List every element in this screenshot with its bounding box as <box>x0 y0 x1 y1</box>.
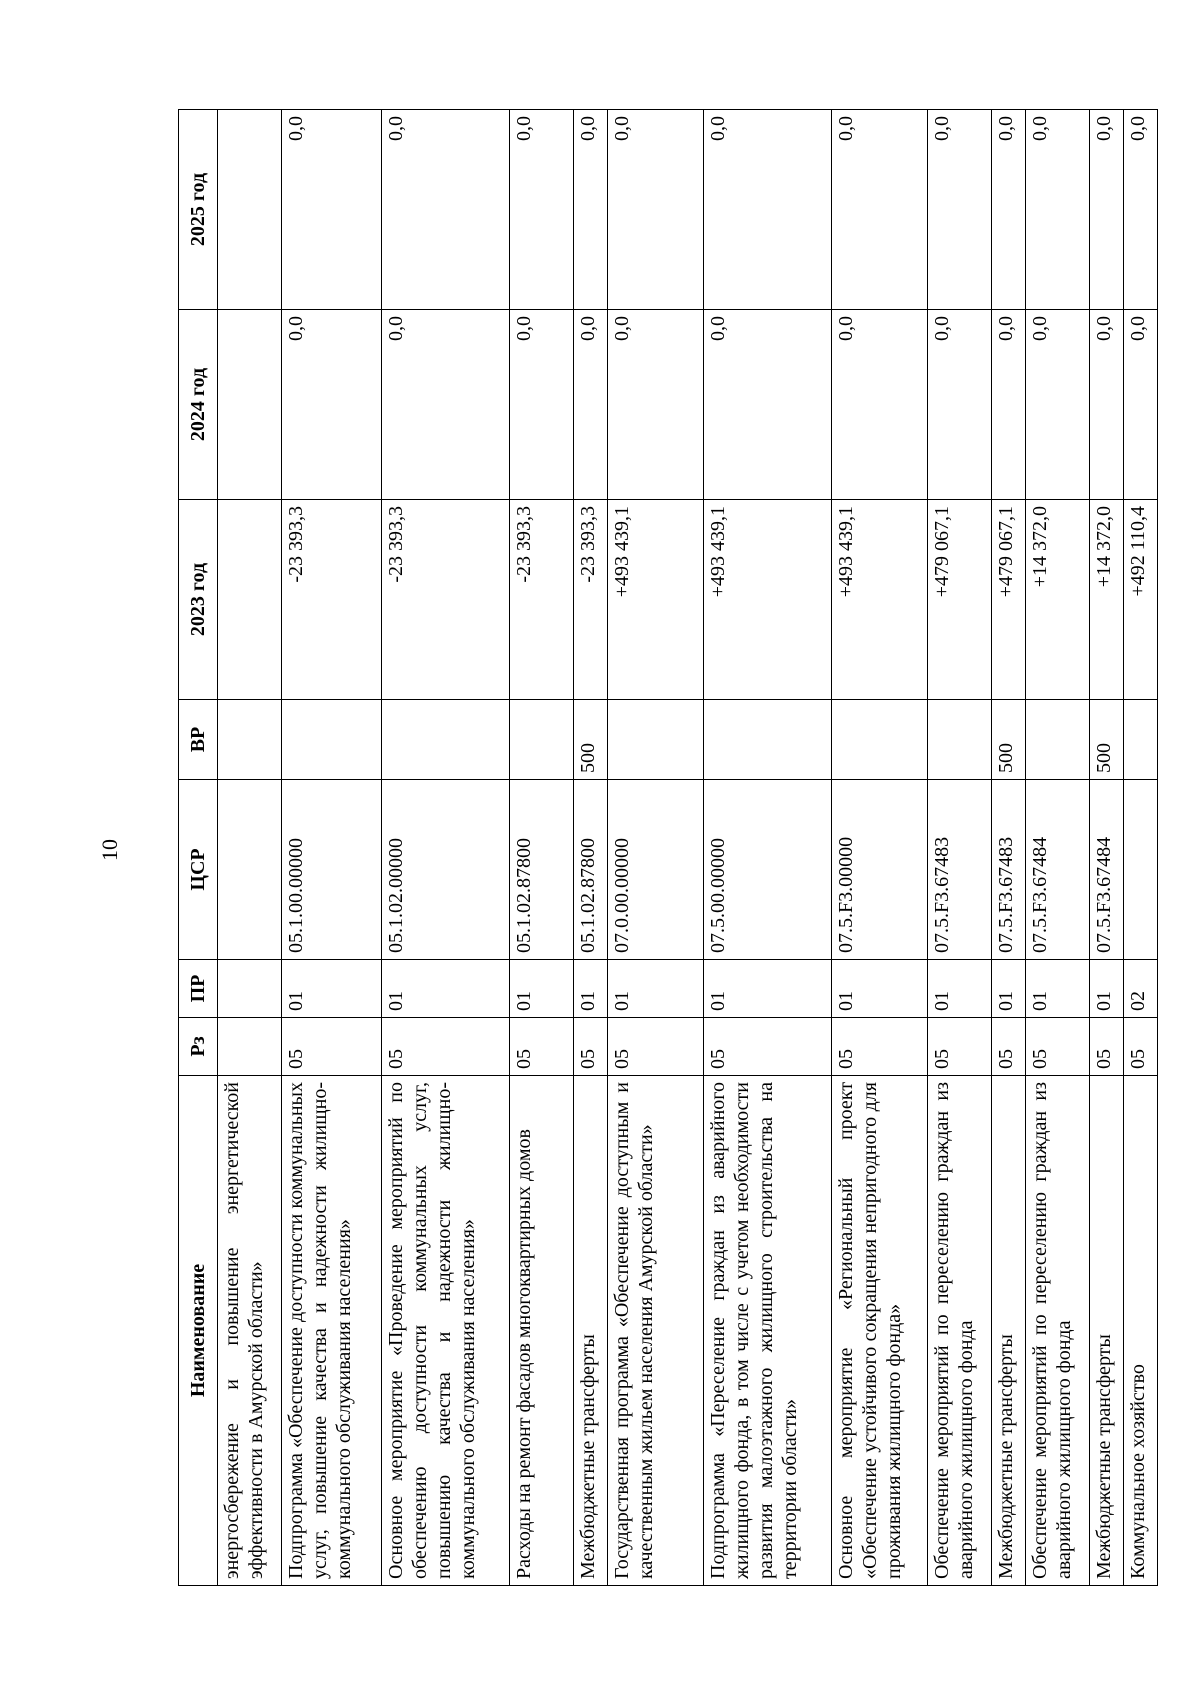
cell-pr: 02 <box>1124 960 1158 1018</box>
cell-2025 <box>218 110 282 310</box>
cell-pr: 01 <box>574 960 608 1018</box>
cell-csr: 07.5.F3.67483 <box>928 780 992 960</box>
cell-vr <box>510 700 574 780</box>
cell-rz: 05 <box>832 1018 928 1076</box>
table-row <box>282 110 382 1586</box>
cell-pr: 01 <box>1090 960 1124 1018</box>
cell-vr <box>382 700 510 780</box>
cell-name: Межбюджетные трансферты <box>1090 1076 1124 1586</box>
cell-rz: 05 <box>704 1018 832 1076</box>
header-rz: Рз <box>179 1018 218 1076</box>
cell-pr: 01 <box>832 960 928 1018</box>
cell-name: Подпрограмма «Переселение граждан из аварийного жилищного фонда, в том числе с учетом необходимости развития малоэтажного жилищного строительства на территории области» <box>704 1076 832 1586</box>
cell-2023: -23 393,3 <box>282 500 382 700</box>
cell-vr <box>832 700 928 780</box>
cell-vr: 500 <box>992 700 1026 780</box>
cell-2024: 0,0 <box>832 310 928 500</box>
cell-2023: +479 067,1 <box>928 500 992 700</box>
cell-rz: 05 <box>574 1018 608 1076</box>
table-row <box>218 110 282 1586</box>
cell-rz: 05 <box>1124 1018 1158 1076</box>
cell-rz: 05 <box>510 1018 574 1076</box>
cell-2024: 0,0 <box>574 310 608 500</box>
cell-csr: 07.5.F3.67484 <box>1026 780 1090 960</box>
cell-rz: 05 <box>992 1018 1026 1076</box>
cell-csr: 05.1.02.87800 <box>574 780 608 960</box>
cell-2024: 0,0 <box>1090 310 1124 500</box>
table-row <box>928 110 992 1586</box>
cell-rz: 05 <box>1026 1018 1090 1076</box>
cell-vr <box>1026 700 1090 780</box>
cell-vr <box>608 700 704 780</box>
cell-csr: 05.1.00.00000 <box>282 780 382 960</box>
table-row <box>574 110 608 1586</box>
cell-2023: -23 393,3 <box>510 500 574 700</box>
header-row <box>179 110 218 1586</box>
cell-2025: 0,0 <box>382 110 510 310</box>
table-row <box>382 110 510 1586</box>
cell-csr: 07.0.00.00000 <box>608 780 704 960</box>
cell-pr: 01 <box>928 960 992 1018</box>
cell-vr <box>218 700 282 780</box>
cell-rz: 05 <box>282 1018 382 1076</box>
cell-csr <box>1124 780 1158 960</box>
cell-2024: 0,0 <box>282 310 382 500</box>
cell-2025: 0,0 <box>1090 110 1124 310</box>
cell-csr: 07.5.F3.67484 <box>1090 780 1124 960</box>
cell-csr: 07.5.F3.00000 <box>832 780 928 960</box>
cell-2025: 0,0 <box>574 110 608 310</box>
header-pr: ПР <box>179 960 218 1018</box>
page-number: 10 <box>97 839 122 861</box>
cell-2025: 0,0 <box>704 110 832 310</box>
cell-csr: 05.1.02.87800 <box>510 780 574 960</box>
header-name: Наименование <box>179 1076 218 1586</box>
cell-2023: +492 110,4 <box>1124 500 1158 700</box>
cell-2024: 0,0 <box>608 310 704 500</box>
table-row <box>1090 110 1124 1586</box>
cell-vr <box>1124 700 1158 780</box>
table-row <box>832 110 928 1586</box>
cell-name: Государственная программа «Обеспечение доступным и качественным жильем населения Амурской области» <box>608 1076 704 1586</box>
cell-name: Основное мероприятие «Проведение мероприятий по обеспечению доступности коммунальных услуг, повышению качества и надежности жилищно-коммунального обслуживания населения» <box>382 1076 510 1586</box>
cell-rz: 05 <box>928 1018 992 1076</box>
cell-2025: 0,0 <box>1026 110 1090 310</box>
cell-name: Расходы на ремонт фасадов многоквартирных домов <box>510 1076 574 1586</box>
cell-2025: 0,0 <box>992 110 1026 310</box>
cell-2023: +493 439,1 <box>704 500 832 700</box>
cell-pr <box>218 960 282 1018</box>
cell-name: Межбюджетные трансферты <box>574 1076 608 1586</box>
header-vr: ВР <box>179 700 218 780</box>
cell-name: Коммунальное хозяйство <box>1124 1076 1158 1586</box>
cell-rz <box>218 1018 282 1076</box>
cell-2023 <box>218 500 282 700</box>
cell-2023: -23 393,3 <box>574 500 608 700</box>
cell-name: Обеспечение мероприятий по переселению граждан из аварийного жилищного фонда <box>1026 1076 1090 1586</box>
header-2023: 2023 год <box>179 500 218 700</box>
cell-2024: 0,0 <box>510 310 574 500</box>
cell-2023: +493 439,1 <box>608 500 704 700</box>
table-row <box>992 110 1026 1586</box>
header-2024: 2024 год <box>179 310 218 500</box>
cell-pr: 01 <box>1026 960 1090 1018</box>
cell-pr: 01 <box>704 960 832 1018</box>
cell-2024: 0,0 <box>1026 310 1090 500</box>
rotated-table-container <box>178 110 1149 1586</box>
header-csr: ЦСР <box>179 780 218 960</box>
cell-pr: 01 <box>992 960 1026 1018</box>
cell-name: Подпрограмма «Обеспечение доступности коммунальных услуг, повышение качества и надежности жилищно-коммунального обслуживания населения» <box>282 1076 382 1586</box>
cell-vr: 500 <box>1090 700 1124 780</box>
cell-rz: 05 <box>608 1018 704 1076</box>
cell-name: Обеспечение мероприятий по переселению граждан из аварийного жилищного фонда <box>928 1076 992 1586</box>
cell-2023: -23 393,3 <box>382 500 510 700</box>
header-2025: 2025 год <box>179 110 218 310</box>
cell-rz: 05 <box>382 1018 510 1076</box>
table-row <box>1124 110 1158 1586</box>
cell-vr <box>704 700 832 780</box>
cell-csr <box>218 780 282 960</box>
budget-table <box>178 109 1158 1586</box>
cell-2024 <box>218 310 282 500</box>
table-row <box>704 110 832 1586</box>
cell-vr: 500 <box>574 700 608 780</box>
cell-vr <box>928 700 992 780</box>
cell-csr: 07.5.00.00000 <box>704 780 832 960</box>
cell-csr: 05.1.02.00000 <box>382 780 510 960</box>
cell-2025: 0,0 <box>928 110 992 310</box>
cell-name: энергосбережение и повышение энергетической эффективности в Амурской области» <box>218 1076 282 1586</box>
cell-2024: 0,0 <box>1124 310 1158 500</box>
cell-2024: 0,0 <box>928 310 992 500</box>
cell-2024: 0,0 <box>382 310 510 500</box>
cell-csr: 07.5.F3.67483 <box>992 780 1026 960</box>
cell-2024: 0,0 <box>704 310 832 500</box>
cell-2025: 0,0 <box>510 110 574 310</box>
cell-2025: 0,0 <box>1124 110 1158 310</box>
table-row <box>510 110 574 1586</box>
cell-pr: 01 <box>510 960 574 1018</box>
cell-2023: +14 372,0 <box>1026 500 1090 700</box>
cell-vr <box>282 700 382 780</box>
cell-rz: 05 <box>1090 1018 1124 1076</box>
cell-2025: 0,0 <box>608 110 704 310</box>
cell-2025: 0,0 <box>832 110 928 310</box>
cell-2023: +493 439,1 <box>832 500 928 700</box>
table-row <box>608 110 704 1586</box>
cell-name: Основное мероприятие «Региональный проект «Обеспечение устойчивого сокращения непригодного для проживания жилищного фонда» <box>832 1076 928 1586</box>
cell-2023: +14 372,0 <box>1090 500 1124 700</box>
cell-2025: 0,0 <box>282 110 382 310</box>
cell-name: Межбюджетные трансферты <box>992 1076 1026 1586</box>
cell-2023: +479 067,1 <box>992 500 1026 700</box>
cell-2024: 0,0 <box>992 310 1026 500</box>
cell-pr: 01 <box>282 960 382 1018</box>
table-row <box>1026 110 1090 1586</box>
cell-pr: 01 <box>382 960 510 1018</box>
table-body <box>218 110 1158 1586</box>
cell-pr: 01 <box>608 960 704 1018</box>
